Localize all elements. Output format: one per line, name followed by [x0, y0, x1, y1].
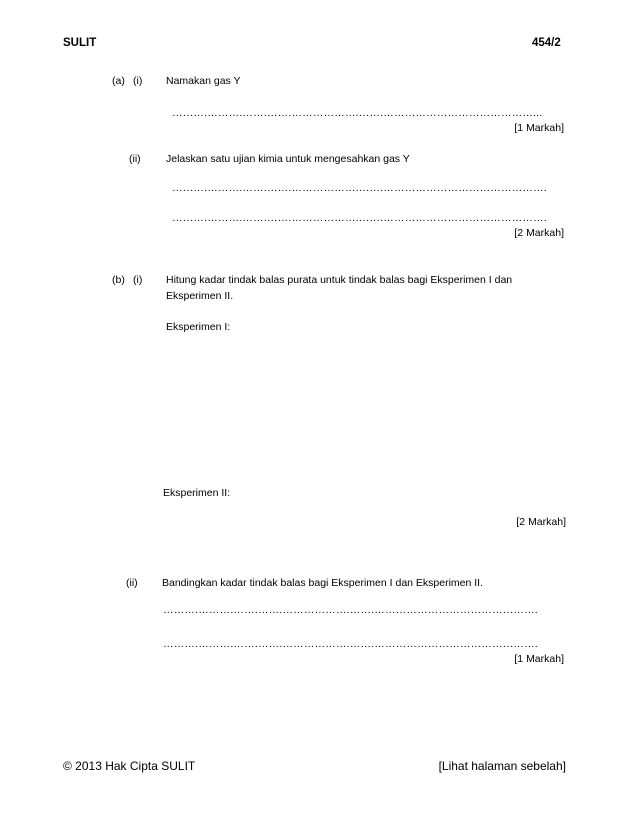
- marks-a-ii: [2 Markah]: [514, 227, 564, 239]
- answer-line-b-ii-1: ……….……….…….…….……………….…….……………………………………….: [163, 604, 538, 616]
- question-b-i-text-2: Eksperimen II.: [166, 290, 234, 302]
- question-b-ii-label: (ii): [126, 577, 138, 589]
- marks-b-i: [2 Markah]: [516, 516, 566, 528]
- question-a-label: (a): [112, 75, 125, 87]
- question-b-label: (b): [112, 274, 125, 286]
- header-paper-code: 454/2: [532, 37, 561, 49]
- marks-b-ii: [1 Markah]: [514, 653, 564, 665]
- answer-line-a-i: ……….……….…….…….……………….…….……………………………………...: [172, 107, 543, 119]
- question-a-ii-text: Jelaskan satu ujian kimia untuk mengesahkan gas Y: [166, 153, 410, 165]
- footer-next-page: [Lihat halaman sebelah]: [438, 759, 566, 773]
- experiment-1-label: Eksperimen I:: [166, 321, 231, 333]
- question-a-i-label: (i): [133, 75, 143, 87]
- header-classification: SULIT: [63, 37, 97, 49]
- question-b-i-label: (i): [133, 274, 143, 286]
- question-b-i-text-1: Hitung kadar tindak balas purata untuk tindak balas bagi Eksperimen I dan: [166, 274, 513, 286]
- question-b-ii-text: Bandingkan kadar tindak balas bagi Eksperimen I dan Eksperimen II.: [162, 577, 484, 589]
- experiment-2-label: Eksperimen II:: [163, 487, 231, 499]
- footer-copyright: © 2013 Hak Cipta SULIT: [63, 759, 196, 773]
- answer-line-b-ii-2: ……….……….…….…….……………….…….……………………………………….: [163, 638, 538, 650]
- marks-a-i: [1 Markah]: [514, 122, 564, 134]
- answer-line-a-ii-2: ……….……….…….…….……………….…….……………………………………….: [172, 212, 547, 224]
- question-a-i-text: Namakan gas Y: [166, 75, 241, 87]
- answer-line-a-ii-1: ……….……….…….…….……………….…….……………………………………….: [172, 182, 547, 194]
- question-a-ii-label: (ii): [129, 153, 141, 165]
